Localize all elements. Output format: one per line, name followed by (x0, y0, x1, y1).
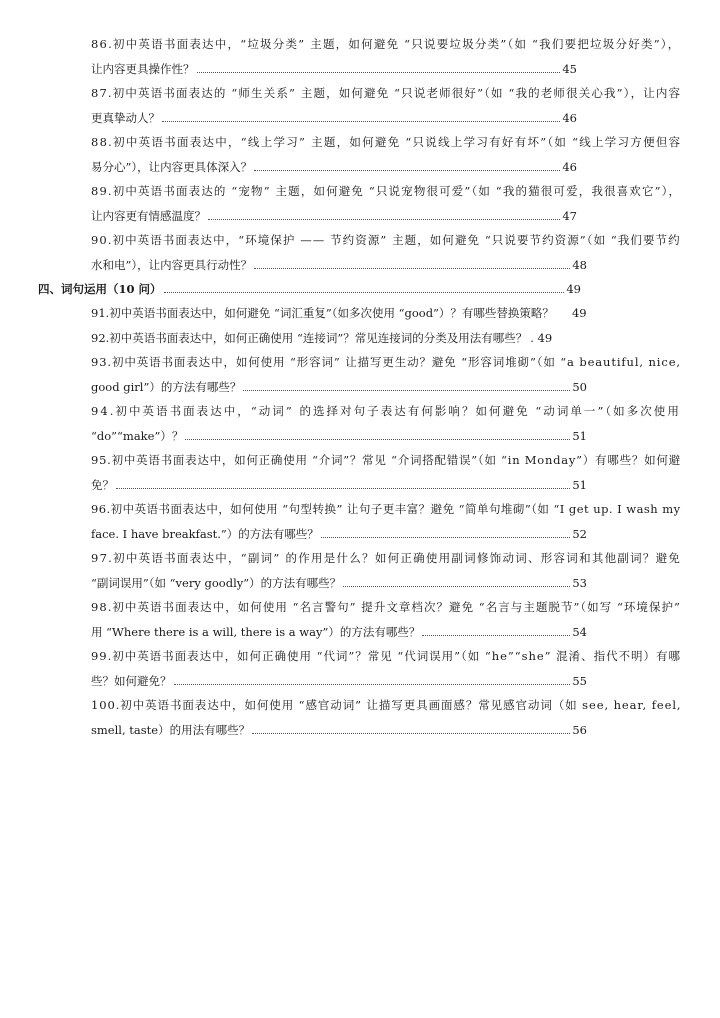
toc-entry-text-cont: good girl”）的方法有哪些？ (91, 379, 242, 394)
page-number: 52 (572, 526, 587, 541)
leader-dots (254, 268, 570, 269)
page-number: 54 (572, 624, 587, 639)
page-number: 53 (572, 575, 587, 590)
toc-entry-text: 90.初中英语书面表达中，“环境保护 —— 节约资源” 主题，如何避免 “只说要节约资源”（如 “我们要节约 (91, 233, 681, 247)
toc-entry-90[interactable] (91, 228, 681, 277)
leader-dots (321, 537, 571, 538)
toc-entry-text: 94.初中英语书面表达中，“动词” 的选择对句子表达有何影响？如何避免 “动词单一”（如多次使用 (91, 404, 681, 418)
leader-dots (162, 121, 560, 122)
toc-entry-text-cont: 些？如何避免？ (91, 673, 172, 688)
leader-dots (197, 72, 561, 73)
leader-dots (164, 292, 565, 293)
leader-dots (422, 635, 570, 636)
page-number: 50 (572, 379, 587, 394)
toc-entry-text-cont: 水和电”），让内容更具行动性？ (91, 257, 253, 272)
page-number: 55 (572, 673, 587, 688)
toc-entry-text: 86.初中英语书面表达中，“垃圾分类” 主题，如何避免 “只说要垃圾分类”（如 “我们要把垃圾分好类”）， (91, 37, 681, 51)
page-number: 49 (566, 282, 581, 296)
page-number: 51 (572, 477, 587, 492)
toc-entry-96[interactable] (91, 497, 681, 546)
leader-dots (116, 488, 570, 489)
toc-entry-88[interactable] (91, 130, 681, 179)
toc-entry-text-cont: 让内容更有情感温度？ (91, 208, 206, 223)
toc-entry-text: 87.初中英语书面表达的 “师生关系” 主题，如何避免 “只说老师很好”（如 “我的老师很关心我”），让内容 (91, 86, 682, 100)
toc-entry-text: 95.初中英语书面表达中，如何正确使用 “介词”？常见 “介词搭配错误”（如 “in Monday”）有哪些？如何避 (91, 453, 681, 467)
toc-entry-99[interactable] (91, 644, 681, 693)
toc-entry-98[interactable] (91, 595, 681, 644)
page-number: 51 (572, 428, 587, 443)
toc-entry-93[interactable] (91, 350, 681, 399)
page-number: . 49 (530, 331, 553, 345)
leader-dots (185, 439, 570, 440)
toc-entry-text-cont: 免？ (91, 477, 114, 492)
toc-entry-text: 92.初中英语书面表达中，如何正确使用 “连接词”？常见连接词的分类及用法有哪些？ (91, 331, 528, 345)
toc-entry-text-cont: 更真挚动人？ (91, 110, 160, 125)
toc-entry-text: 88.初中英语书面表达中，“线上学习” 主题，如何避免 “只说线上学习有好有坏”（如 “线上学习方便但容 (91, 135, 682, 149)
leader-dots (243, 390, 570, 391)
toc-entry-text-cont: face. I have breakfast.”）的方法有哪些？ (91, 526, 319, 541)
page-number: 46 (562, 110, 577, 125)
toc-entry-text-cont: 用 “Where there is a will, there is a way”）的方法有哪些？ (91, 624, 421, 639)
page-number: 45 (562, 61, 577, 76)
leader-dots (208, 219, 560, 220)
section-title: 四、词句运用（10 问） (38, 282, 162, 296)
toc-entry-text: 91.初中英语书面表达中，如何避免 “词汇重复”（如多次使用 “good”）？有哪些替换策略？ (91, 306, 554, 320)
page-number: 56 (572, 722, 587, 737)
toc-entry-text: 96.初中英语书面表达中，如何使用 “句型转换” 让句子更丰富？避免 “简单句堆砌”（如 “I get up. I wash my (91, 502, 681, 516)
toc-entry-text-cont: 易分心”），让内容更具体深入？ (91, 159, 253, 174)
toc-entry-text: 98.初中英语书面表达中，如何使用 “名言警句” 提升文章档次？避免 “名言与主题脱节”（如写 “环境保护” (91, 600, 681, 614)
leader-dots (254, 170, 560, 171)
leader-dots (343, 586, 570, 587)
toc-entry-text: 97.初中英语书面表达中，“副词” 的作用是什么？如何正确使用副词修饰动词、形容词和其他副词？避免 (91, 551, 682, 565)
toc-entry-92[interactable] (91, 326, 681, 351)
toc-entry-95[interactable] (91, 448, 681, 497)
toc-entry-94[interactable] (91, 399, 681, 448)
toc-entry-text: 89.初中英语书面表达的 “宠物” 主题，如何避免 “只说宠物很可爱”（如 “我的猫很可爱，我很喜欢它”）， (91, 184, 682, 198)
leader-dots (252, 733, 570, 734)
page-number: 48 (572, 257, 587, 272)
toc-entry-text: 100.初中英语书面表达中，如何使用 “感官动词” 让描写更具画面感？常见感官动词（如 see, hear, feel, (91, 698, 682, 712)
page-number: 47 (562, 208, 577, 223)
toc-entry-97[interactable] (91, 546, 681, 595)
toc-entry-text: 93.初中英语书面表达中，如何使用 “形容词” 让描写更生动？避免 “形容词堆砌”（如 “a beautiful, nice, (91, 355, 681, 369)
toc-entry-86[interactable] (91, 32, 681, 81)
toc-entry-91[interactable] (91, 301, 681, 326)
toc-entry-text-cont: 让内容更具操作性？ (91, 61, 195, 76)
leader-dots (174, 684, 571, 685)
toc-entry-text: 99.初中英语书面表达中，如何正确使用 “代词”？常见 “代词误用”（如 “he”“she” 混淆、指代不明）有哪 (91, 649, 681, 663)
toc-entry-87[interactable] (91, 81, 681, 130)
toc-section-heading[interactable] (38, 277, 581, 302)
page-number: 46 (562, 159, 577, 174)
toc-entry-text-cont: “do”“make”）？ (91, 428, 184, 443)
toc-entry-text-cont: smell, taste）的用法有哪些？ (91, 722, 251, 737)
toc-entry-100[interactable] (91, 693, 681, 742)
page-number: 49 (571, 306, 587, 320)
toc-entry-89[interactable] (91, 179, 681, 228)
toc-entry-text-cont: “副词误用”（如 “very goodly”）的方法有哪些？ (91, 575, 342, 590)
